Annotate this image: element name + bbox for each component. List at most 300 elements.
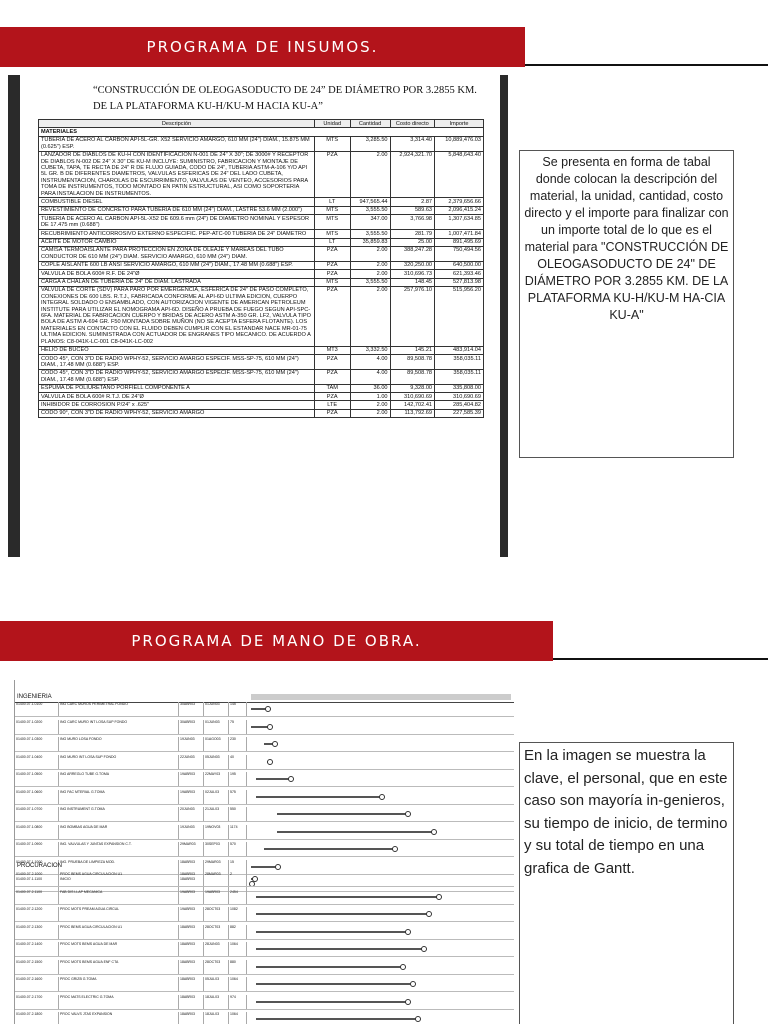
gantt-milestone-marker (267, 759, 273, 765)
gantt-milestone-marker (252, 876, 258, 882)
insumo-descripcion: COPLE AISLANTE 600 LB ANSI SERVICIO AMARGO, 610 MM (24") DIAM., 17.48 MM (0.688") ESP. (39, 261, 315, 269)
insumo-descripcion: CODO 90°, CON 3"D DE RADIO WPHY-52, SERVICIO AMARGO (39, 409, 315, 417)
gantt-period-cell (381, 694, 398, 700)
insumos-row (39, 246, 484, 261)
gantt-bar (256, 778, 290, 780)
gantt-period-cell (397, 694, 414, 700)
gantt-start: 18ABR03 (179, 977, 204, 991)
insumo-costo: 9,328.00 (390, 384, 435, 392)
col-descripcion: Descripción (39, 120, 315, 128)
insumo-descripcion: ACEITE DE MOTOR CAMBIO (39, 238, 315, 246)
insumo-importe: 310,690.69 (435, 393, 484, 401)
gantt-start: 19JUN03 (179, 825, 204, 839)
gantt-end: 02JUL03 (204, 790, 229, 804)
insumos-row (39, 355, 484, 370)
gantt-start: 22JUN03 (179, 755, 204, 769)
insumo-cantidad: 2.00 (350, 401, 390, 409)
gantt-dur: 195 (229, 772, 247, 786)
gantt-dur: 570 (229, 842, 247, 856)
gantt-milestone-marker (405, 929, 411, 935)
gantt-period-cell (495, 694, 512, 700)
gantt-name: PROC BEMS AGUA CIRCULACION U1 (59, 872, 179, 886)
gantt-code: 01400.07.2.1500 (15, 960, 59, 974)
gantt-name: ING FAC MTERIAL G.TOMA (59, 790, 179, 804)
gantt-row (15, 977, 514, 992)
gantt-header (15, 680, 514, 703)
gantt-bar (256, 931, 407, 933)
insumo-cantidad: 2.00 (350, 261, 390, 269)
insumos-row (39, 369, 484, 384)
insumo-unidad: PZA (314, 355, 350, 370)
gantt-row (15, 807, 514, 822)
section-banner-insumos (0, 27, 525, 67)
gantt-end: 30SEP03 (204, 842, 229, 856)
insumos-row (39, 393, 484, 401)
gantt-code: 01400.07.1.0300 (15, 737, 59, 751)
insumo-cantidad: 3,332.50 (350, 346, 390, 354)
description-note-insumos (519, 150, 734, 458)
gantt-row (15, 995, 514, 1010)
gantt-milestone-marker (426, 911, 432, 917)
gantt-code: 01400.07.1.0100 (15, 702, 59, 716)
insumos-table (38, 119, 484, 418)
insumo-unidad: PZA (314, 409, 350, 417)
insumo-importe: 285,404.82 (435, 401, 484, 409)
gantt-bar (256, 1018, 417, 1020)
insumo-unidad: PZA (314, 393, 350, 401)
gantt-row (15, 825, 514, 840)
insumo-cantidad: 3,555.50 (350, 206, 390, 214)
insumo-descripcion: TUBERIA DE ACERO AL CARBON API-5L-GR. X52 SERVICIO AMARGO, 610 MM (24") DIAM., 15.875 MM (0.625") ESP. (39, 136, 315, 151)
gantt-code: 01400.07.1.1000 (15, 860, 59, 874)
gantt-dur: 1174 (229, 825, 247, 839)
insumo-costo: 257,976.10 (390, 286, 435, 346)
insumo-costo: 2,924,321.70 (390, 151, 435, 198)
insumo-descripcion: CODO 45°, CON 3"D DE RADIO WPHY-52, SERVICIO AMARGO ESPECIF. MSS-SP-75, 610 MM (24") DIAM., 17.48 MM (0.688") ESP. (39, 369, 315, 384)
gantt-code: 01400.07.2.1400 (15, 942, 59, 956)
insumo-descripcion: COMBUSTIBLE DIESEL (39, 198, 315, 206)
gantt-period-cell (284, 694, 301, 700)
gantt-milestone-marker (272, 741, 278, 747)
insumos-row (39, 151, 484, 198)
gantt-bar (256, 1001, 407, 1003)
gantt-dur: 1064 (229, 942, 247, 956)
insumos-row (39, 230, 484, 238)
gantt-code: 01400.07.1.0800 (15, 825, 59, 839)
insumo-unidad: LT (314, 198, 350, 206)
gantt-milestone-marker (436, 894, 442, 900)
insumo-unidad: PZA (314, 286, 350, 346)
gantt-start: 19ABR03 (179, 790, 204, 804)
insumos-row (39, 261, 484, 269)
gantt-dur: 230 (229, 737, 247, 751)
gantt-name: ING. PRUEBA DE LIMPIEZA MOD. (59, 860, 179, 874)
gantt-milestone-marker (405, 811, 411, 817)
gantt-start: 30ABR03 (179, 720, 204, 734)
gantt-start: 30ABR03 (179, 702, 204, 716)
insumo-cantidad: 35,859.83 (350, 238, 390, 246)
section-banner-insumos-text: PROGRAMA DE INSUMOS. (146, 38, 379, 56)
gantt-bar (251, 866, 277, 868)
insumo-importe: 640,500.00 (435, 261, 484, 269)
insumo-costo: 113,792.69 (390, 409, 435, 417)
gantt-period-cell (267, 694, 284, 700)
gantt-row (15, 737, 514, 752)
gantt-start: 18ABR03 (179, 925, 204, 939)
gantt-period-cell (332, 694, 349, 700)
insumo-unidad: MTS (314, 136, 350, 151)
gantt-row (15, 702, 514, 717)
gantt-period-cell (300, 694, 317, 700)
gantt-row (15, 1012, 514, 1024)
insumo-descripcion: CODO 45°, CON 3"D DE RADIO WPHY-52, SERVICIO AMARGO ESPECIF. MSS-SP-75, 610 MM (24") DIAM., 17.48 MM (0.688") ESP. (39, 355, 315, 370)
gantt-end: 05JUL03 (204, 977, 229, 991)
materiales-row (39, 128, 484, 136)
insumo-cantidad: 2.00 (350, 286, 390, 346)
gantt-end: 18JUL03 (204, 1012, 229, 1024)
insumo-importe: 358,035.11 (435, 355, 484, 370)
gantt-bar (256, 966, 402, 968)
gantt-bar (256, 796, 381, 798)
insumo-unidad: MTS (314, 230, 350, 238)
gantt-milestone-marker (267, 724, 273, 730)
gantt-start: 18ABR03 (179, 995, 204, 1009)
gantt-name: PROC MOTS BEMS AGUA DE MAR (59, 942, 179, 956)
insumo-cantidad: 4.00 (350, 355, 390, 370)
gantt-code: 01400.07.2.1700 (15, 995, 59, 1009)
insumo-unidad: TAM (314, 384, 350, 392)
gantt-period-cell (349, 694, 366, 700)
gantt-code: 01400.07.2.1800 (15, 1012, 59, 1024)
gantt-start: 18ABR03 (179, 942, 204, 956)
gantt-name: ING CARC MUROS PERIMETRAL FONDO (59, 702, 179, 716)
gantt-end: 21JUL03 (204, 807, 229, 821)
gantt-dur: 1082 (229, 907, 247, 921)
gantt-dur: 145 (229, 702, 247, 716)
insumo-cantidad: 3,555.50 (350, 230, 390, 238)
gantt-start: 18ABR03 (179, 860, 204, 874)
insumo-descripcion: CAMISA TERMOAISLANTE PARA PROTECCION EN ZONA DE OLEAJE Y MAREAS DEL TUBO CONDUCTOR DE 610 MM (24") DIAM. SERVICIO AMARGO, 610 MM (24") DIAM. (39, 246, 315, 261)
gantt-end: 22MAY03 (204, 772, 229, 786)
insumo-importe: 227,585.39 (435, 409, 484, 417)
gantt-code: 01400.07.2.1600 (15, 977, 59, 991)
gantt-chart (14, 680, 514, 1024)
insumos-row (39, 384, 484, 392)
gantt-milestone-marker (275, 864, 281, 870)
gantt-bar (256, 913, 428, 915)
insumo-unidad: PZA (314, 270, 350, 278)
gantt-row (15, 890, 514, 905)
insumo-costo: 142,702.41 (390, 401, 435, 409)
insumos-row (39, 401, 484, 409)
col-costo: Costo directo (390, 120, 435, 128)
gantt-name: ING MURO LOSA FONDO (59, 737, 179, 751)
gantt-bar (256, 983, 412, 985)
gantt-bar (277, 831, 433, 833)
gantt-start: 18ABR03 (179, 1012, 204, 1024)
gantt-end: 19ABR03 (204, 890, 229, 904)
banner-rule-2 (553, 658, 768, 660)
gantt-milestone-marker (405, 999, 411, 1005)
insumo-unidad: PZA (314, 261, 350, 269)
insumo-costo: 89,508.78 (390, 369, 435, 384)
insumos-scan (8, 75, 508, 557)
gantt-dur: 15 (229, 860, 247, 874)
gantt-row (15, 790, 514, 805)
gantt-end: 05JUN03 (204, 755, 229, 769)
insumo-importe: 621,393.46 (435, 270, 484, 278)
insumo-costo: 281.79 (390, 230, 435, 238)
gantt-start: 18ABR03 (179, 960, 204, 974)
gantt-start: 18ABR03 (179, 872, 204, 886)
gantt-dur: 880 (229, 960, 247, 974)
insumo-importe: 358,035.11 (435, 369, 484, 384)
insumos-row (39, 198, 484, 206)
gantt-period-cell (462, 694, 479, 700)
insumo-costo: 3,314.40 (390, 136, 435, 151)
gantt-row (15, 772, 514, 787)
gantt-name: PROC GRIZB G.TOMA (59, 977, 179, 991)
gantt-code: 01400.07.1.0600 (15, 790, 59, 804)
insumo-cantidad: 2.00 (350, 409, 390, 417)
insumos-title-line2: DE LA PLATAFORMA KU-H/KU-M HACIA KU-A” (93, 101, 323, 112)
gantt-period-cell (446, 694, 463, 700)
insumos-row (39, 346, 484, 354)
description-note-insumos-text: Se presenta en forma de tabal donde colocan la descripción del material, la unidad, cantidad, costo directo y el importe para finalizar con un importe total de lo que es el material para "CONSTRUCCIÓN DE OLEOGASODUCTO DE 24" DE DIÁMETRO POR 3.2855 KM. DE LA PLATAFORMA KU-H/KU-M HA-CIA KU-A" (524, 155, 729, 322)
insumos-row (39, 278, 484, 286)
insumo-descripcion: INHIBIDOR DE CORROSION P/24" x .625" (39, 401, 315, 409)
insumo-unidad: PZA (314, 246, 350, 261)
insumo-descripcion: TUBERIA DE ACERO AL CARBON API-5L-X52 DE 609.6 mm (24") DE DIAMETRO NOMINAL Y ESPESOR DE 17.475 mm (0.688") (39, 215, 315, 230)
insumos-row (39, 215, 484, 230)
insumo-cantidad: 4.00 (350, 369, 390, 384)
insumos-title (38, 83, 484, 115)
gantt-bar (277, 813, 407, 815)
insumo-importe: 527,813.98 (435, 278, 484, 286)
insumo-importe: 1,007,471.84 (435, 230, 484, 238)
gantt-code: 01400.07.2.1200 (15, 907, 59, 921)
gantt-milestone-marker (410, 981, 416, 987)
gantt-end: 29MAR03 (204, 860, 229, 874)
gantt-name: ING MURO INT LOSA SUP FONDO (59, 755, 179, 769)
gantt-period-cell (365, 694, 382, 700)
insumo-costo: 310,690.69 (390, 393, 435, 401)
insumo-unidad: MTS (314, 215, 350, 230)
gantt-name: PROC VALVS JTAS EXPANSION (59, 1012, 179, 1024)
gantt-period-cell (430, 694, 447, 700)
insumo-costo: 589.63 (390, 206, 435, 214)
gantt-section-ingenieria: INGENIERIA (17, 694, 52, 700)
gantt-end: 01JUN03 (204, 720, 229, 734)
insumo-descripcion: VALVULA DE BOLA 600# R.F. DE 24"Ø (39, 270, 315, 278)
gantt-bar (256, 948, 422, 950)
insumo-costo: 2.87 (390, 198, 435, 206)
gantt-name: ING CARC MURO INT LOSA SUP FONDO (59, 720, 179, 734)
gantt-row (15, 872, 514, 887)
gantt-end: 28OCT03 (204, 907, 229, 921)
insumos-row (39, 206, 484, 214)
gantt-end: 01AGO03 (204, 737, 229, 751)
gantt-milestone-marker (379, 794, 385, 800)
insumo-costo: 3,766.98 (390, 215, 435, 230)
gantt-period-cell (316, 694, 333, 700)
gantt-end: 18JUL03 (204, 995, 229, 1009)
gantt-milestone-marker (392, 846, 398, 852)
insumo-cantidad: 1.00 (350, 393, 390, 401)
description-note-mano-obra (519, 742, 734, 1024)
gantt-dur: 550 (229, 807, 247, 821)
insumos-row (39, 409, 484, 417)
insumos-title-line1: “CONSTRUCCIÓN DE OLEOGASODUCTO DE 24” DE DIÁMETRO POR 3.2855 KM. (93, 85, 477, 96)
section-banner-mano-obra (0, 621, 553, 661)
col-unidad: Unidad (314, 120, 350, 128)
insumo-cantidad: 2.00 (350, 270, 390, 278)
insumo-importe: 515,956.20 (435, 286, 484, 346)
insumo-importe: 2,096,415.24 (435, 206, 484, 214)
insumo-costo: 148.45 (390, 278, 435, 286)
gantt-name: ING ARREGLO TUBE G.TOMA (59, 772, 179, 786)
insumo-unidad: MTS (314, 206, 350, 214)
gantt-row (15, 942, 514, 957)
gantt-milestone-marker (265, 706, 271, 712)
gantt-name: ING BOMBAS AGUA DE MAR (59, 825, 179, 839)
insumo-costo: 310,696.73 (390, 270, 435, 278)
gantt-name: PROC MOTS PREAM AGUA CIRCUL (59, 907, 179, 921)
insumos-row (39, 136, 484, 151)
gantt-name: PROC BEMS AGUA CIRCULACION U1 (59, 925, 179, 939)
gantt-dur: 575 (229, 790, 247, 804)
insumo-costo: 25.00 (390, 238, 435, 246)
gantt-start: 29MAR03 (179, 842, 204, 856)
gantt-dur: 75 (229, 720, 247, 734)
section-banner-mano-obra-text: PROGRAMA DE MANO DE OBRA. (131, 632, 422, 650)
insumo-cantidad: 2.00 (350, 246, 390, 261)
insumos-header-row (39, 120, 484, 128)
gantt-period-cell (414, 694, 431, 700)
insumo-unidad: MT3 (314, 346, 350, 354)
insumos-row (39, 238, 484, 246)
gantt-dur: 2454 (229, 890, 247, 904)
insumo-costo: 145.21 (390, 346, 435, 354)
insumo-cantidad: 36.00 (350, 384, 390, 392)
insumos-row (39, 286, 484, 346)
gantt-code: 01400.07.2.1100 (15, 890, 59, 904)
gantt-name: ING INSTRUMENT G.TOMA (59, 807, 179, 821)
gantt-end: 28MAR03 (204, 872, 229, 886)
gantt-dur: 2 (229, 872, 247, 886)
gantt-bar (256, 896, 438, 898)
gantt-code: 01400.07.1.0900 (15, 842, 59, 856)
insumo-importe: 1,307,634.85 (435, 215, 484, 230)
insumo-descripcion: LANZADOR DE DIABLOS DE KU-H CON IDENTIFICACION N-001 DE 24" X 30"; DE 3000# Y RECEPTOR DE DIABLOS N-002 DE 24" X 30" DE KU-M INCLUYE: SUMINISTRO, FABRICACION Y MONTAJE DE CUBETA, TAPA, TE RECTA DE 24" R DE FLUJO GUIADA, CODO DE 24", TUBERIA ASTM-A-106 Y/O API 5L GR. B DE DIFERENTES DIAMETROS, VALVULAS ESFERICAS DE 24" DEL LADO CUBETA, INSTRUMENTACION, CHAROLAS DE ESCURRIMIENTO, VALVULAS DE VENTEO, ACCESORIOS PARA TOMA DE INSTRUMENTOS, TODO MONTADO EN PATIN ESTRUCTURAL, ASI COMO SOPORTERIA PARA INSTALACION DE INSTRUMENTOS. (39, 151, 315, 198)
insumo-descripcion: REVESTIMIENTO DE CONCRETO PARA TUBERIA DE 610 MM (24") DIAM., LASTRE 53.6 MM (2.000") (39, 206, 315, 214)
gantt-code: 01400.07.1.0700 (15, 807, 59, 821)
insumo-importe: 2,379,656.66 (435, 198, 484, 206)
gantt-code: 01400.07.1.0500 (15, 772, 59, 786)
gantt-row (15, 925, 514, 940)
insumo-cantidad: 2.00 (350, 151, 390, 198)
insumo-unidad: MTS (314, 278, 350, 286)
gantt-end: 28OCT03 (204, 925, 229, 939)
gantt-milestone-marker (288, 776, 294, 782)
gantt-period-cell (479, 694, 496, 700)
gantt-name: PROC MOTS BEMS AGUA ENF CTA (59, 960, 179, 974)
gantt-name: INICIO (59, 877, 179, 891)
gantt-start: 19ABR03 (179, 907, 204, 921)
gantt-end: 19NOV03 (204, 825, 229, 839)
insumo-cantidad: 3,555.50 (350, 278, 390, 286)
insumo-descripcion: RECUBRIMIENTO ANTICORROSIVO EXTERNO ESPECIFIC. PEP-ATC-00 TUBERIA DE 24" DIAMETRO (39, 230, 315, 238)
gantt-row (15, 842, 514, 857)
gantt-milestone-marker (421, 946, 427, 952)
materiales-label: MATERIALES (39, 128, 484, 136)
gantt-row (15, 907, 514, 922)
gantt-start: 19JUN03 (179, 737, 204, 751)
gantt-code: 01400.07.2.1000 (15, 872, 59, 886)
gantt-milestone-marker (431, 829, 437, 835)
gantt-milestone-marker (415, 1016, 421, 1022)
gantt-row (15, 960, 514, 975)
insumo-unidad: LT (314, 238, 350, 246)
gantt-code: 01400.07.1.0200 (15, 720, 59, 734)
insumo-cantidad: 3,285.50 (350, 136, 390, 151)
gantt-start: 18ABR03 (179, 877, 204, 891)
insumo-descripcion: VALVULA DE CORTE (SDV) PARA PARO POR EMERGENCIA, ESFERICA DE 24" DE PASO COMPLETO, CONEXIONES DE 600 LBS. R.T.J., FABRICADA CONFORME AL API-6D ULTIMA EDICION, CUERPO INTEGRAL SOLDADO O ENSAMBLADO, CON AUTORIZACION VIGENTE DE AMERICAN PETROLEUM INSTITUTE PARA UTILIZAR EL NOMOGRAMA API-6D. DISEÑO A PRUEBA DE FUEGO SEGUN API-SPC-6FA. MATERIAL DE FABRICACION CUERPO Y BRIDAS DE ACERO ASTM A-350 GR. LF2, VALVULA TIPO BOLA DE ASTM A-694 GR. F50 MONTADA SOBRE MUÑON (NO SE ACEPTA ESFERA FLOTANTE). LOS MATERIALES EN CONTACTO CON EL FLUIDO DEBEN CUMPLIR CON EL ESTANDAR NACE MR-01-75 ULTIMA EDICION. SUMINISTRADA CON ACTUADOR DE ENGRANES TIPO MECANICO. DE ACUERDO A PLANOS: C8-041K-LC-001 C8-041K-LC-002 (39, 286, 315, 346)
insumo-descripcion: ESPUMA DE POLIURETANO PORFIELL COMPONENTE A (39, 384, 315, 392)
gantt-start: 20JUN03 (179, 807, 204, 821)
gantt-end: 01JUN03 (204, 702, 229, 716)
gantt-code: 01400.07.2.1300 (15, 925, 59, 939)
gantt-start: 19ABR03 (179, 890, 204, 904)
insumo-unidad: PZA (314, 369, 350, 384)
gantt-start: 19ABR03 (179, 772, 204, 786)
gantt-bar (264, 848, 394, 850)
gantt-name: FAB DIS LLAP MECANICA (59, 890, 179, 904)
insumo-importe: 335,808.00 (435, 384, 484, 392)
gantt-dur: 1064 (229, 1012, 247, 1024)
description-note-mano-obra-text: En la imagen se muestra la clave, el personal, que en este caso son mayoría in-genieros, su tiempo de inicio, de termino y su total de tiempo en una grafica de Gantt. (524, 747, 728, 877)
gantt-dur: 882 (229, 925, 247, 939)
col-importe: Importe (435, 120, 484, 128)
insumo-costo: 388,247.28 (390, 246, 435, 261)
insumo-descripcion: VALVULA DE BOLA 600# R.T.J. DE 24"Ø (39, 393, 315, 401)
gantt-period-cell (251, 694, 268, 700)
gantt-section-procuracion: PROCURACION (17, 863, 63, 869)
gantt-code: 01400.07.1.1100 (15, 877, 59, 891)
insumo-importe: 750,494.56 (435, 246, 484, 261)
gantt-milestone-marker (400, 964, 406, 970)
insumos-row (39, 270, 484, 278)
insumo-costo: 320,250.00 (390, 261, 435, 269)
gantt-name: ING. VALVULAS Y JUNTAS EXPANSION C.T. (59, 842, 179, 856)
insumo-cantidad: 347.00 (350, 215, 390, 230)
gantt-dur: 40 (229, 755, 247, 769)
insumo-importe: 891,495.69 (435, 238, 484, 246)
insumo-descripcion: CARGA A CHALAN DE TUBERIA DE 24" DE DIAM. LASTRADA (39, 278, 315, 286)
insumo-costo: 89,508.78 (390, 355, 435, 370)
gantt-row (15, 755, 514, 770)
gantt-dur: 1064 (229, 977, 247, 991)
gantt-code: 01400.07.1.0400 (15, 755, 59, 769)
insumo-importe: 483,914.04 (435, 346, 484, 354)
gantt-end: 28JUN03 (204, 942, 229, 956)
gantt-dur: 974 (229, 995, 247, 1009)
insumo-importe: 10,889,476.03 (435, 136, 484, 151)
insumo-cantidad: 947,565.44 (350, 198, 390, 206)
insumo-importe: 5,848,643.40 (435, 151, 484, 198)
banner-rule (525, 64, 768, 66)
insumo-descripcion: HELIO DE BUCEO (39, 346, 315, 354)
